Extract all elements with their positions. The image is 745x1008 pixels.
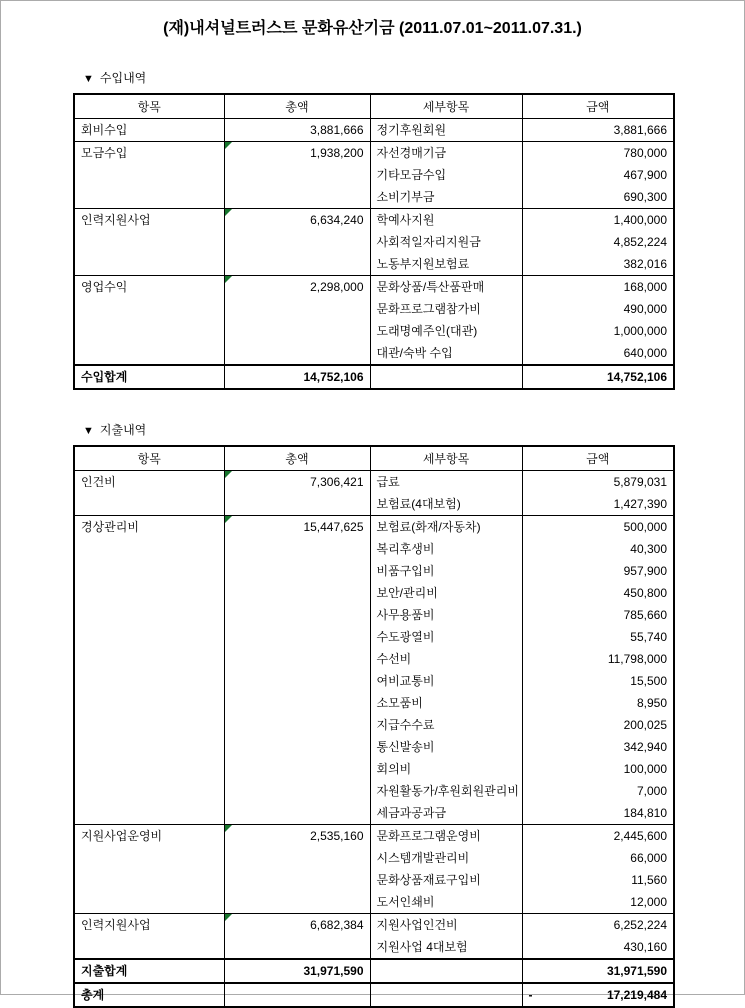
amount-cell: 780,000 (522, 142, 674, 165)
header-row (74, 446, 674, 471)
amount-cell: 11,560 (522, 869, 674, 891)
detail-name-cell: 사회적일자리지원금 (370, 231, 522, 253)
amount-cell: 342,940 (522, 736, 674, 758)
section-label-text: 지출내역 (99, 423, 147, 437)
summary-detail-cell (370, 365, 522, 389)
total-cell (224, 471, 370, 516)
detail-name-cell: 시스템개발관리비 (370, 847, 522, 869)
summary-amount-wrap (529, 960, 668, 982)
item-cell: 인력지원사업 (74, 209, 224, 276)
amount-cell: 11,798,000 (522, 648, 674, 670)
total-cell (224, 516, 370, 825)
summary-amount-cell (522, 365, 674, 389)
detail-name-cell: 급료 (370, 471, 522, 494)
total-value: 3,881,666 (310, 123, 364, 137)
section-label-income (83, 71, 744, 86)
amount-cell: 1,000,000 (522, 320, 674, 342)
amount-cell: 6,252,224 (522, 914, 674, 937)
amount-cell: 168,000 (522, 276, 674, 299)
section-label-text: 수입내역 (99, 71, 147, 85)
section-label-expense (83, 423, 744, 438)
summary-amount-cell (522, 983, 674, 1007)
detail-name-cell: 지원사업 4대보험 (370, 936, 522, 959)
cell-note-marker-icon (225, 471, 232, 478)
summary-total-value: 31,971,590 (303, 964, 364, 978)
amount-cell: 8,950 (522, 692, 674, 714)
amount-cell: 382,016 (522, 253, 674, 276)
detail-name-cell: 자선경매기금 (370, 142, 522, 165)
amount-cell: 15,500 (522, 670, 674, 692)
amount-cell: 5,879,031 (522, 471, 674, 494)
amount-cell: 4,852,224 (522, 231, 674, 253)
detail-name-cell: 대관/숙박 수입 (370, 342, 522, 365)
amount-cell: 3,881,666 (522, 119, 674, 142)
item-cell: 모금수입 (74, 142, 224, 209)
detail-name-cell: 복리후생비 (370, 538, 522, 560)
amount-cell: 490,000 (522, 298, 674, 320)
total-cell (224, 119, 370, 142)
detail-name-cell: 자원활동가/후원회원관리비 (370, 780, 522, 802)
table-row (74, 209, 674, 232)
detail-name-cell: 비품구입비 (370, 560, 522, 582)
table-row (74, 142, 674, 165)
report-page (1, 1, 744, 1008)
cell-note-marker-icon (225, 516, 232, 523)
expense-table-header (74, 446, 674, 471)
amount-cell: 200,025 (522, 714, 674, 736)
total-cell (224, 825, 370, 914)
detail-name-cell: 보험료(4대보험) (370, 493, 522, 516)
item-cell: 인건비 (74, 471, 224, 516)
amount-cell: 66,000 (522, 847, 674, 869)
detail-name-cell: 문화프로그램참가비 (370, 298, 522, 320)
detail-name-cell: 보험료(화재/자동차) (370, 516, 522, 539)
detail-name-cell: 문화프로그램운영비 (370, 825, 522, 848)
table-row (74, 516, 674, 539)
detail-name-cell: 기타모금수입 (370, 164, 522, 186)
amount-cell: 1,427,390 (522, 493, 674, 516)
amount-cell: 640,000 (522, 342, 674, 365)
column-header: 총액 (224, 446, 370, 471)
detail-name-cell: 도서인쇄비 (370, 891, 522, 914)
detail-name-cell: 여비교통비 (370, 670, 522, 692)
amount-cell: 450,800 (522, 582, 674, 604)
column-header: 금액 (522, 94, 674, 119)
summary-total-value: 14,752,106 (303, 370, 364, 384)
report-sections (1, 71, 744, 1008)
summary-amount-wrap (529, 984, 668, 1006)
total-value: 1,938,200 (310, 146, 364, 160)
detail-name-cell: 회의비 (370, 758, 522, 780)
total-cell (224, 142, 370, 209)
detail-name-cell: 문화상품재료구입비 (370, 869, 522, 891)
income-table-header (74, 94, 674, 119)
income-table-body (74, 119, 674, 390)
amount-cell: 500,000 (522, 516, 674, 539)
cell-note-marker-icon (225, 209, 232, 216)
column-header: 항목 (74, 446, 224, 471)
summary-amount-value: 14,752,106 (606, 370, 667, 384)
detail-name-cell: 보안/관리비 (370, 582, 522, 604)
section-triangle-icon: ▼ (83, 73, 94, 85)
amount-cell: 7,000 (522, 780, 674, 802)
cell-note-marker-icon (225, 142, 232, 149)
detail-name-cell: 세금과공과금 (370, 802, 522, 825)
item-cell: 지원사업운영비 (74, 825, 224, 914)
amount-cell: 2,445,600 (522, 825, 674, 848)
total-value: 7,306,421 (310, 475, 364, 489)
detail-name-cell: 문화상품/특산품판매 (370, 276, 522, 299)
summary-total-cell (224, 365, 370, 389)
minus-sign: - (528, 988, 533, 1002)
amount-cell: 1,400,000 (522, 209, 674, 232)
summary-row (74, 959, 674, 983)
total-value: 6,634,240 (310, 213, 364, 227)
column-header: 세부항목 (370, 446, 522, 471)
amount-cell: 467,900 (522, 164, 674, 186)
column-header: 세부항목 (370, 94, 522, 119)
summary-total-cell (224, 983, 370, 1007)
item-cell: 인력지원사업 (74, 914, 224, 960)
detail-name-cell: 지급수수료 (370, 714, 522, 736)
total-value: 15,447,625 (303, 520, 364, 534)
detail-name-cell: 소모품비 (370, 692, 522, 714)
table-row (74, 914, 674, 937)
summary-label-cell: 지출합계 (74, 959, 224, 983)
table-row (74, 119, 674, 142)
expense-table-body (74, 471, 674, 1008)
summary-row (74, 983, 674, 1007)
total-cell (224, 276, 370, 366)
amount-cell: 40,300 (522, 538, 674, 560)
amount-cell: 184,810 (522, 802, 674, 825)
summary-amount-cell (522, 959, 674, 983)
detail-name-cell: 노동부지원보험료 (370, 253, 522, 276)
detail-name-cell: 통신발송비 (370, 736, 522, 758)
summary-amount-wrap (529, 366, 668, 388)
summary-label-cell: 수입합계 (74, 365, 224, 389)
column-header: 항목 (74, 94, 224, 119)
detail-name-cell: 정기후원회원 (370, 119, 522, 142)
amount-cell: 785,660 (522, 604, 674, 626)
amount-cell: 430,160 (522, 936, 674, 959)
summary-label-cell: 총계 (74, 983, 224, 1007)
summary-detail-cell (370, 983, 522, 1007)
amount-cell: 12,000 (522, 891, 674, 914)
section-triangle-icon: ▼ (83, 425, 94, 437)
header-row (74, 94, 674, 119)
table-row (74, 276, 674, 299)
detail-name-cell: 학예사지원 (370, 209, 522, 232)
total-cell (224, 209, 370, 276)
item-cell: 경상관리비 (74, 516, 224, 825)
cell-note-marker-icon (225, 276, 232, 283)
summary-row (74, 365, 674, 389)
detail-name-cell: 지원사업인건비 (370, 914, 522, 937)
summary-amount-value: 31,971,590 (606, 964, 667, 978)
table-row (74, 471, 674, 494)
expense-table (73, 445, 675, 1008)
amount-cell: 690,300 (522, 186, 674, 209)
detail-name-cell: 사무용품비 (370, 604, 522, 626)
detail-name-cell: 수선비 (370, 648, 522, 670)
detail-name-cell: 도래명예주인(대관) (370, 320, 522, 342)
summary-amount-value: 17,219,484 (606, 988, 667, 1002)
column-header: 금액 (522, 446, 674, 471)
table-row (74, 825, 674, 848)
amount-cell: 55,740 (522, 626, 674, 648)
total-value: 2,535,160 (310, 829, 364, 843)
detail-name-cell: 수도광열비 (370, 626, 522, 648)
item-cell: 영업수익 (74, 276, 224, 366)
cell-note-marker-icon (225, 825, 232, 832)
column-header: 총액 (224, 94, 370, 119)
summary-detail-cell (370, 959, 522, 983)
total-value: 6,682,384 (310, 918, 364, 932)
amount-cell: 100,000 (522, 758, 674, 780)
page-title: (재)내셔널트러스트 문화유산기금 (2011.07.01~2011.07.31.) (163, 20, 582, 37)
amount-cell: 957,900 (522, 560, 674, 582)
total-value: 2,298,000 (310, 280, 364, 294)
income-table (73, 93, 675, 390)
summary-total-cell (224, 959, 370, 983)
cell-note-marker-icon (225, 914, 232, 921)
total-cell (224, 914, 370, 960)
item-cell: 회비수입 (74, 119, 224, 142)
detail-name-cell: 소비기부금 (370, 186, 522, 209)
